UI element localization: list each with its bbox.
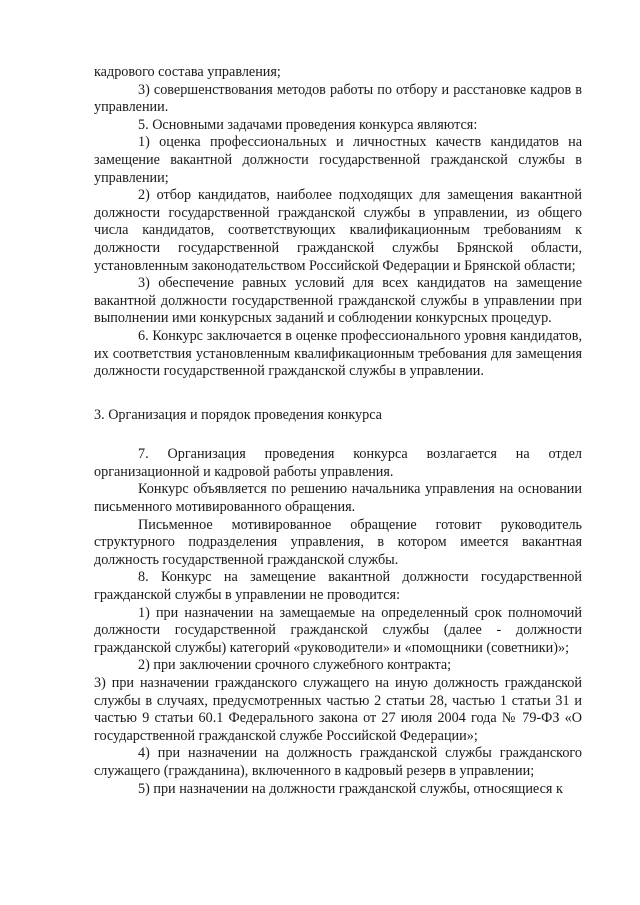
paragraph: 3) при назначении гражданского служащего на иную должность гражданской службы в случаях, предусмотренных частью 2 статьи 28, частью 1 статьи 31 и частью 9 статьи 60.1 Федерального закона от 27 июля 2004 года № 79-ФЗ «О государственной гражданской службе Российской Федерации»;	[94, 675, 582, 744]
paragraph: 3) совершенствования методов работы по отбору и расстановке кадров в управлении.	[94, 81, 582, 116]
text-block-before-heading	[94, 64, 582, 381]
paragraph: кадрового состава управления;	[94, 64, 281, 80]
paragraph: 1) при назначении на замещаемые на определенный срок полномочий должности государственной гражданской службы (далее - должности гражданской службы) категорий «руководители» и «помощники (советники)»;	[94, 604, 582, 656]
text-block-after-heading	[94, 446, 582, 798]
section-heading: 3. Организация и порядок проведения конкурса	[94, 406, 382, 423]
paragraph: 6. Конкурс заключается в оценке профессионального уровня кандидатов, их соответствия установленным квалификационным требования для замещения должности государственной гражданской службы в управлении.	[94, 327, 582, 380]
paragraph: Письменное мотивированное обращение готовит руководитель структурного подразделения управления, в котором имеется вакантная должность государственной гражданской службы.	[94, 516, 582, 568]
paragraph: 5. Основными задачами проведения конкурса являются:	[138, 116, 478, 133]
document-page	[94, 64, 582, 798]
paragraph: 8. Конкурс на замещение вакантной должности государственной гражданской службы в управлении не проводится:	[94, 569, 582, 604]
paragraph: 7. Организация проведения конкурса возлагается на отдел организационной и кадровой работы управления.	[94, 446, 582, 480]
paragraph: 5) при назначении на должности гражданской службы, относящиеся к	[138, 780, 563, 797]
paragraph: 2) при заключении срочного служебного контракта;	[138, 657, 452, 674]
paragraph: 1) оценка профессиональных и личностных качеств кандидатов на замещение вакантной должности государственной гражданской службы в управлении;	[94, 134, 582, 186]
paragraph: 3) обеспечение равных условий для всех кандидатов на замещение вакантной должности государственной гражданской службы в управлении при выполнении ими конкурсных заданий и соблюдении конкурсных процедур.	[94, 275, 582, 327]
paragraph: 4) при назначении на должность гражданской службы гражданского служащего (гражданина), включенного в кадровый резерв в управлении;	[94, 745, 582, 779]
paragraph: Конкурс объявляется по решению начальника управления на основании письменного мотивированного обращения.	[94, 481, 582, 516]
paragraph: 2) отбор кандидатов, наиболее подходящих для замещения вакантной должности государственной гражданской службы в управлении, из общего числа кандидатов, соответствующих квалификационным требованиям к должности государственной гражданской службы Брянской области, установленным законодательством Российской Федерации и Брянской области;	[94, 187, 582, 274]
